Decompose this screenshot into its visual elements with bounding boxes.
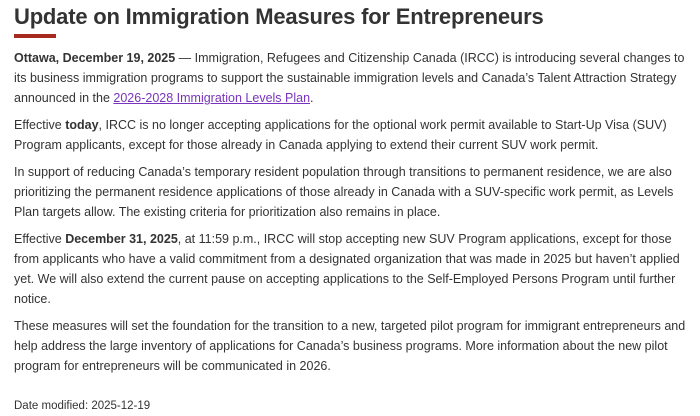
- paragraph-text: Effective: [14, 232, 66, 247]
- paragraph-text: These measures will set the foundation for the transition to a new, targeted pilot program for immigrant entrepreneurs and help address the large inventory of applications for Canada’s business programs. More information about the new pilot program for entrepreneurs will be communicated in 2026.: [14, 319, 686, 374]
- paragraph-text: Effective: [14, 118, 66, 133]
- title-accent-underline: [14, 34, 56, 38]
- page-title: Update on Immigration Measures for Entrepreneurs: [14, 4, 544, 29]
- date-modified: [14, 399, 150, 413]
- paragraph-effective-today: [14, 115, 686, 155]
- deadline-date-bold: December 31, 2025: [65, 232, 178, 247]
- paragraph-text: In support of reducing Canada’s temporary resident population through transitions to permanent residence, we are also prioritizing the permanent residence applications of those already in Canada with a SUV-specific work permit, as Levels Plan targets allow. The existing criteria for prioritization also remains in place.: [14, 165, 674, 220]
- date-modified-value: 2025-12-19: [88, 400, 151, 412]
- paragraph-deadline: [14, 229, 686, 309]
- paragraph-text: , IRCC is no longer accepting applications for the optional work permit available to Start-Up Visa (SUV) Program applicants, except for those already in Canada applying to extend their current SUV work permit.: [14, 118, 667, 153]
- paragraph-prioritization: [14, 162, 686, 222]
- dateline-bold: Ottawa, December 19, 2025: [14, 51, 176, 66]
- date-modified-label: Date modified:: [14, 400, 89, 412]
- today-bold: today: [65, 118, 99, 133]
- paragraph-text: , at 11:59 p.m., IRCC will stop accepting new SUV Program applications, except for those from applicants who have a valid commitment from a designated organization that was made in 2025 but haven’t applied yet. We will also extend the current pause on accepting applications to the Self-Employed Persons Program until further notice.: [14, 232, 680, 307]
- paragraph-pilot-program: [14, 316, 686, 376]
- levels-plan-link[interactable]: 2026-2028 Immigration Levels Plan: [113, 91, 311, 106]
- paragraph-text: — Immigration, Refugees and Citizenship Canada (IRCC) is introducing several changes to its business immigration programs to support the sustainable immigration levels and Canada’s Talent Attraction Strategy announced in the: [14, 51, 685, 106]
- paragraph-dateline: [14, 48, 686, 108]
- paragraph-text: .: [310, 91, 314, 106]
